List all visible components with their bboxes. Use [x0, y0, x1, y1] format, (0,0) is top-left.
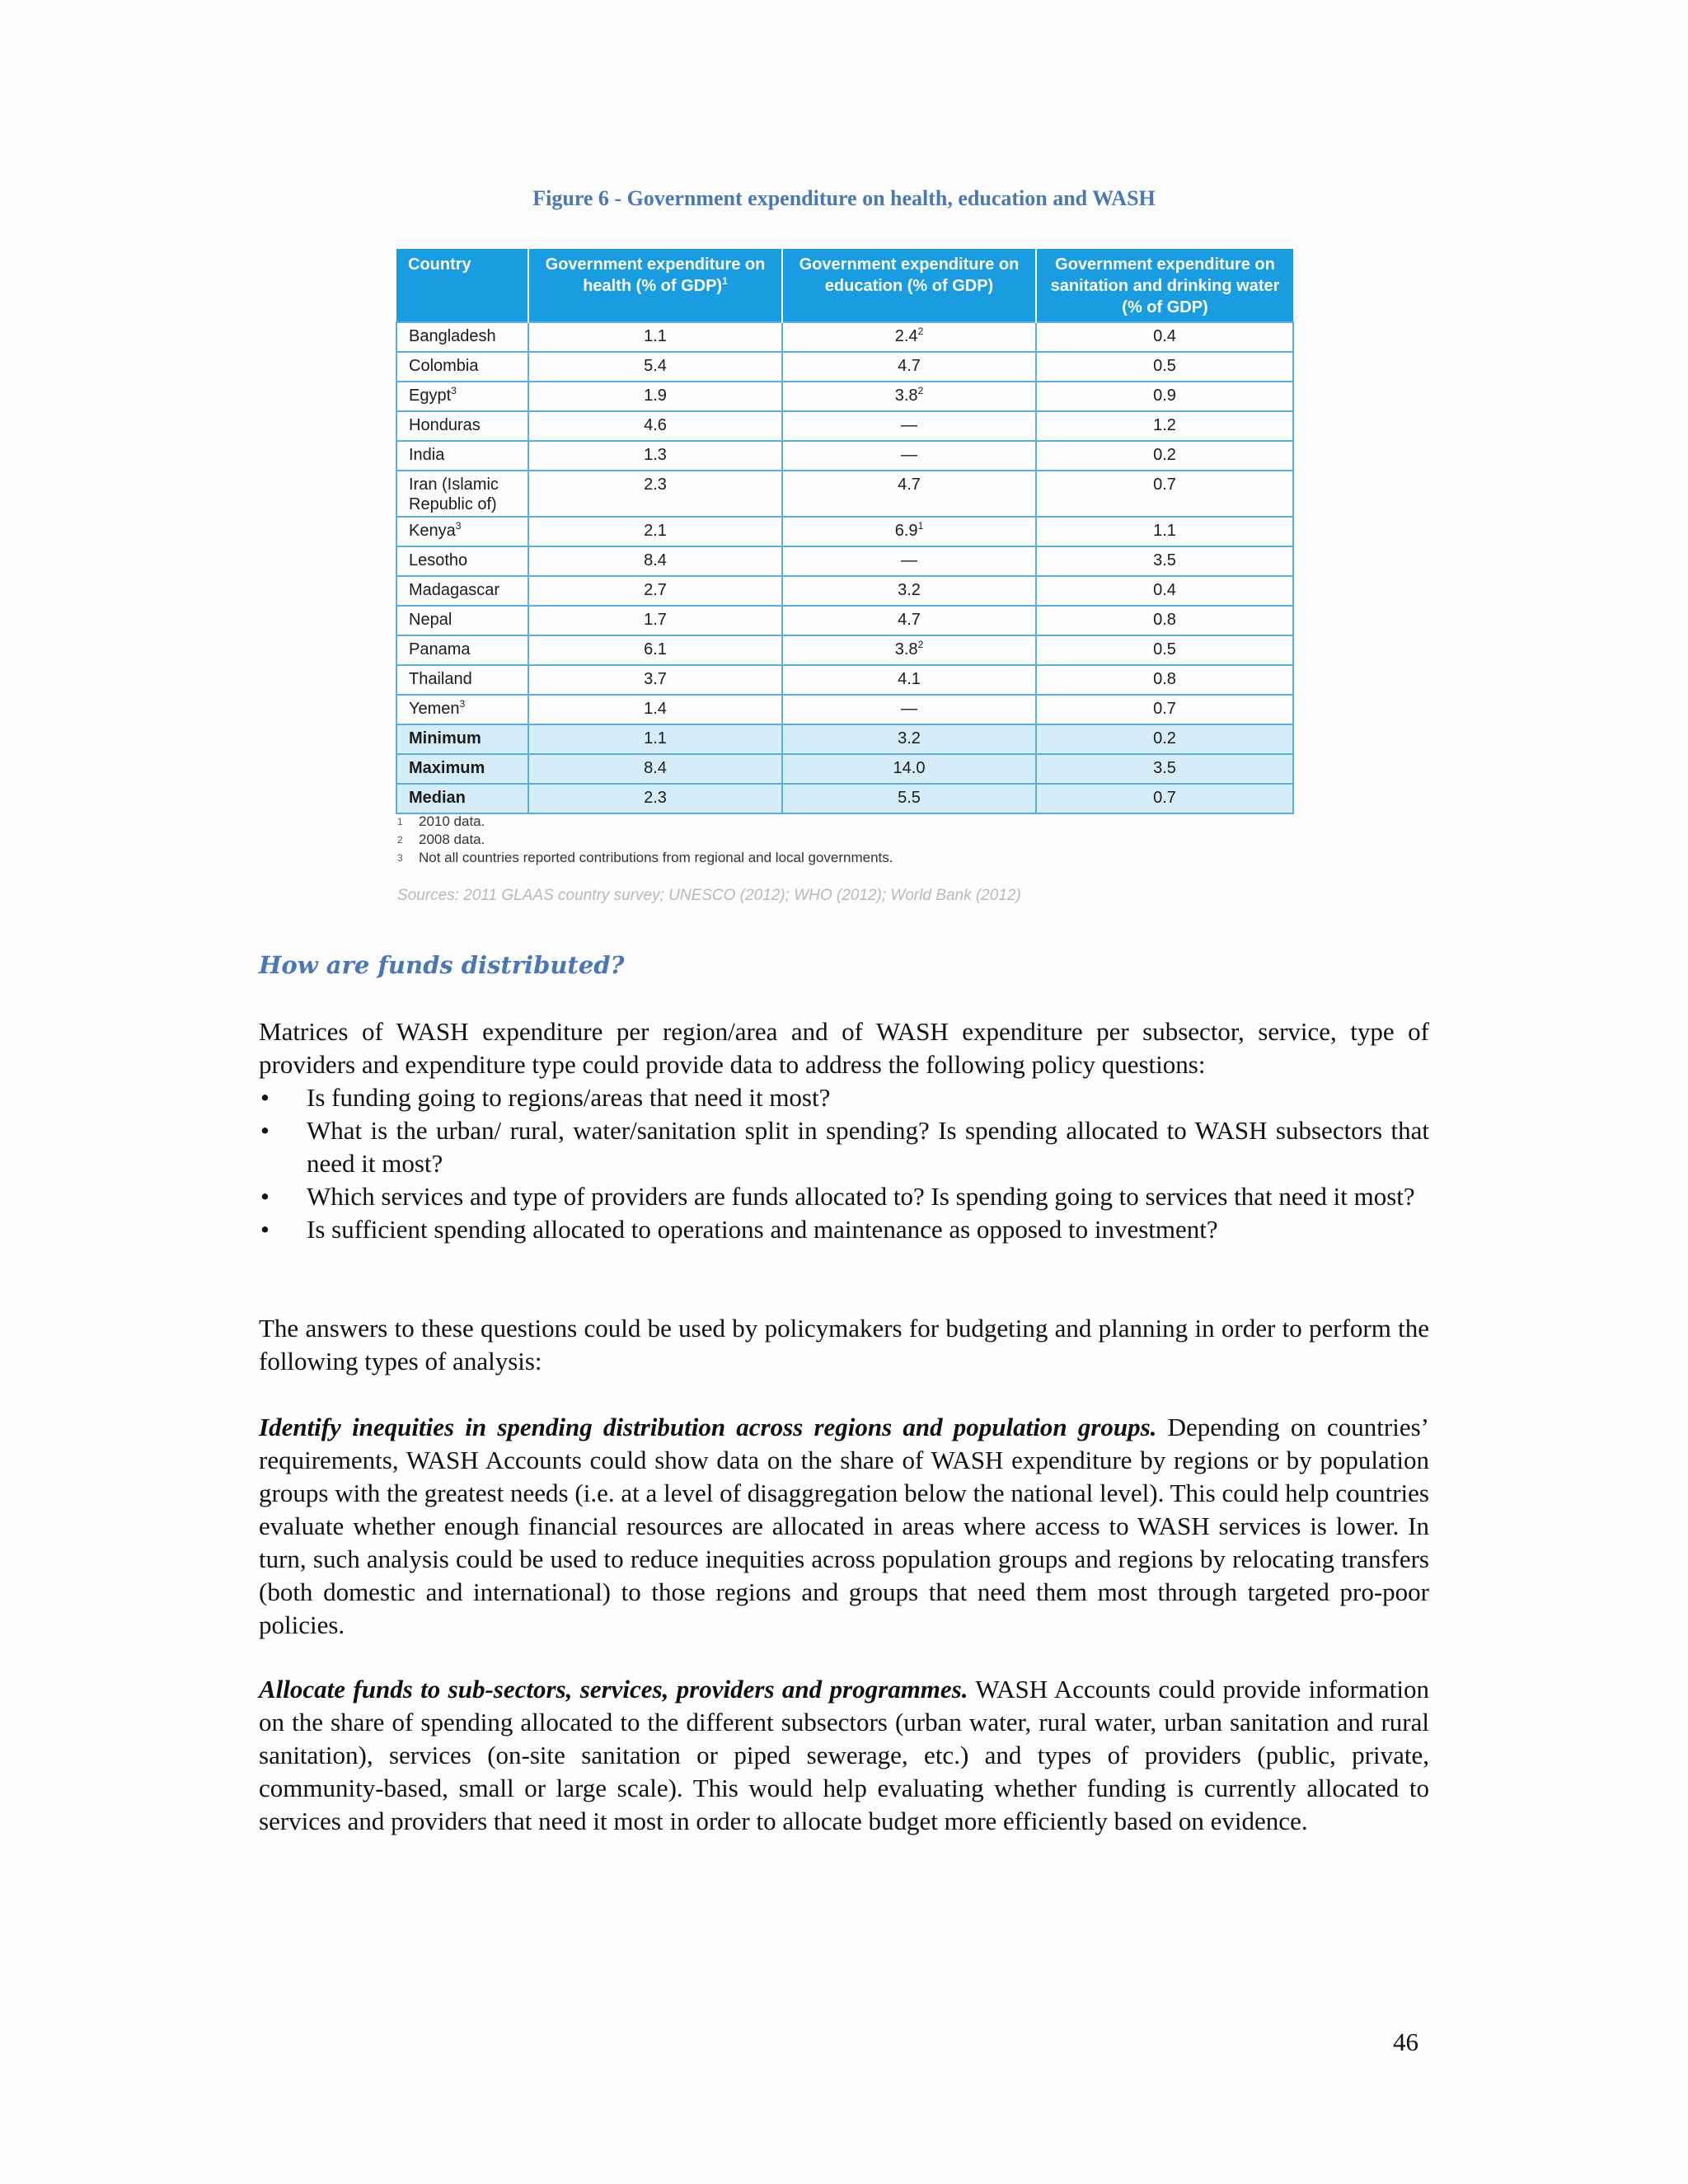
answers-paragraph: The answers to these questions could be used by policymakers for budgeting and planning in order to perform the following types of analysis:	[259, 1314, 1429, 1376]
table-row	[396, 322, 1293, 352]
cell-wash: 0.8	[1036, 606, 1293, 635]
table-row	[396, 382, 1293, 411]
cell-health: 1.1	[528, 322, 782, 352]
cell-education: $2.4^2$	[782, 322, 1036, 352]
cell-health: 6.1	[528, 635, 782, 665]
page-number: 46	[1393, 2027, 1418, 2056]
cell-country: Kenya$^3$	[396, 517, 528, 546]
summary-row	[396, 754, 1293, 784]
cell-education: 4.7	[782, 352, 1036, 382]
cell-education: —	[782, 546, 1036, 576]
cell-country: Panama	[396, 635, 528, 665]
cell-wash: 0.7	[1036, 784, 1293, 813]
cell-education: 14.0	[782, 754, 1036, 784]
cell-country: Egypt$^3$	[396, 382, 528, 411]
cell-health: 1.1	[528, 724, 782, 754]
cell-education: 4.1	[782, 665, 1036, 695]
cell-health: 5.4	[528, 352, 782, 382]
table-row	[396, 635, 1293, 665]
cell-wash: 0.2	[1036, 724, 1293, 754]
cell-education: $3.8^2$	[782, 635, 1036, 665]
list-item: • Is funding going to regions/areas that need it most?	[260, 1083, 831, 1112]
cell-health: 2.3	[528, 784, 782, 813]
list-item: • What is the urban/ rural, water/sanitation split in spending? Is spending allocated to WASH subsectors that need it most?	[260, 1116, 1429, 1178]
cell-wash: 3.5	[1036, 546, 1293, 576]
cell-wash: 1.1	[1036, 517, 1293, 546]
cell-wash: 0.4	[1036, 576, 1293, 606]
table-row	[396, 546, 1293, 576]
intro-paragraph: Matrices of WASH expenditure per region/area and of WASH expenditure per subsector, service, type of providers and expenditure type could provide data to address the following policy questions:	[259, 1017, 1429, 1079]
table-body	[396, 322, 1293, 813]
cell-education: 4.7	[782, 471, 1036, 517]
inequities-lead: Identify inequities in spending distribution across regions and population groups.	[259, 1413, 1157, 1441]
allocate-paragraph: Allocate funds to sub-sectors, services, providers and programmes. WASH Accounts could provide information on the share of spending allocated to the different subsectors (urban water, rural water, urban sanitation and rural sanitation), services (on-site sanitation or piped sewerage, etc.) and types of providers (public, private, community-based, small or large scale). This would help evaluating whether funding is currently allocated to services and providers that need it most in order to allocate budget more efficiently based on evidence.	[259, 1675, 1429, 1835]
header-country: Country	[396, 249, 528, 322]
note-2: 2 2008 data.	[397, 832, 485, 847]
table-row	[396, 471, 1293, 517]
cell-education: —	[782, 411, 1036, 441]
cell-country: Iran (Islamic Republic of)	[396, 471, 528, 517]
cell-health: 1.9	[528, 382, 782, 411]
cell-summary-label: Median	[396, 784, 528, 813]
cell-health: 8.4	[528, 546, 782, 576]
table-row	[396, 441, 1293, 471]
inequities-paragraph: Identify inequities in spending distribution across regions and population groups. Depending on countries’ requirements, WASH Accounts could show data on the share of WASH expenditure by regions or by population groups with the greatest needs (i.e. at a level of disaggregation below the national level). This could help countries evaluate whether enough financial resources are allocated in areas where access to WASH services is lower. In turn, such analysis could be used to reduce inequities across population groups and regions by relocating transfers (both domestic and international) to those regions and groups that need them most through targeted pro-poor policies.	[259, 1413, 1429, 1639]
table-row	[396, 695, 1293, 724]
table-row	[396, 606, 1293, 635]
list-item: • Is sufficient spending allocated to operations and maintenance as opposed to investment?	[260, 1215, 1218, 1244]
cell-wash: 0.4	[1036, 322, 1293, 352]
cell-country: Bangladesh	[396, 322, 528, 352]
summary-row	[396, 724, 1293, 754]
cell-health: 3.7	[528, 665, 782, 695]
cell-country: Lesotho	[396, 546, 528, 576]
cell-country: Yemen$^3$	[396, 695, 528, 724]
table-header-row	[396, 249, 1293, 322]
cell-health: 8.4	[528, 754, 782, 784]
section-heading: How are funds distributed?	[259, 951, 625, 979]
header-education: Government expenditure on education (% of GDP)	[782, 249, 1036, 322]
policy-questions-list	[259, 1081, 1429, 1246]
cell-summary-label: Maximum	[396, 754, 528, 784]
table-sources: Sources: 2011 GLAAS country survey; UNESCO (2012); WHO (2012); World Bank (2012)	[397, 887, 1021, 904]
cell-education: 3.2	[782, 576, 1036, 606]
table-row	[396, 576, 1293, 606]
cell-health: 2.1	[528, 517, 782, 546]
cell-health: 1.3	[528, 441, 782, 471]
header-wash: Government expenditure on sanitation and drinking water (% of GDP)	[1036, 249, 1293, 322]
table-row	[396, 352, 1293, 382]
cell-wash: 0.2	[1036, 441, 1293, 471]
cell-education: $3.8^2$	[782, 382, 1036, 411]
cell-summary-label: Minimum	[396, 724, 528, 754]
list-item: • Which services and type of providers are funds allocated to? Is spending going to services that need it most?	[260, 1182, 1415, 1211]
cell-health: 1.4	[528, 695, 782, 724]
cell-wash: 3.5	[1036, 754, 1293, 784]
cell-health: 4.6	[528, 411, 782, 441]
cell-country: Honduras	[396, 411, 528, 441]
cell-country: India	[396, 441, 528, 471]
cell-country: Nepal	[396, 606, 528, 635]
table-row	[396, 411, 1293, 441]
allocate-lead: Allocate funds to sub-sectors, services, providers and programmes.	[259, 1675, 968, 1704]
cell-education: 5.5	[782, 784, 1036, 813]
cell-country: Colombia	[396, 352, 528, 382]
cell-wash: 0.8	[1036, 665, 1293, 695]
cell-education: 3.2	[782, 724, 1036, 754]
cell-education: —	[782, 695, 1036, 724]
cell-wash: 0.9	[1036, 382, 1293, 411]
table-row	[396, 665, 1293, 695]
cell-country: Madagascar	[396, 576, 528, 606]
note-1: 1 2010 data.	[397, 813, 485, 829]
cell-education: —	[782, 441, 1036, 471]
cell-health: 2.7	[528, 576, 782, 606]
summary-row	[396, 784, 1293, 813]
cell-country: Thailand	[396, 665, 528, 695]
cell-wash: 0.5	[1036, 635, 1293, 665]
cell-health: 2.3	[528, 471, 782, 517]
table-notes	[397, 813, 1287, 867]
cell-education: $6.9^1$	[782, 517, 1036, 546]
cell-health: 1.7	[528, 606, 782, 635]
cell-wash: 1.2	[1036, 411, 1293, 441]
cell-wash: 0.7	[1036, 695, 1293, 724]
header-health: Government expenditure on health (% of GDP)$^1$	[528, 249, 782, 322]
table-row	[396, 517, 1293, 546]
cell-wash: 0.7	[1036, 471, 1293, 517]
cell-education: 4.7	[782, 606, 1036, 635]
cell-wash: 0.5	[1036, 352, 1293, 382]
figure-caption: Figure 6 - Government expenditure on health, education and WASH	[532, 186, 1156, 210]
expenditure-table	[396, 249, 1294, 814]
note-3: 3 Not all countries reported contributions from regional and local governments.	[397, 850, 893, 865]
